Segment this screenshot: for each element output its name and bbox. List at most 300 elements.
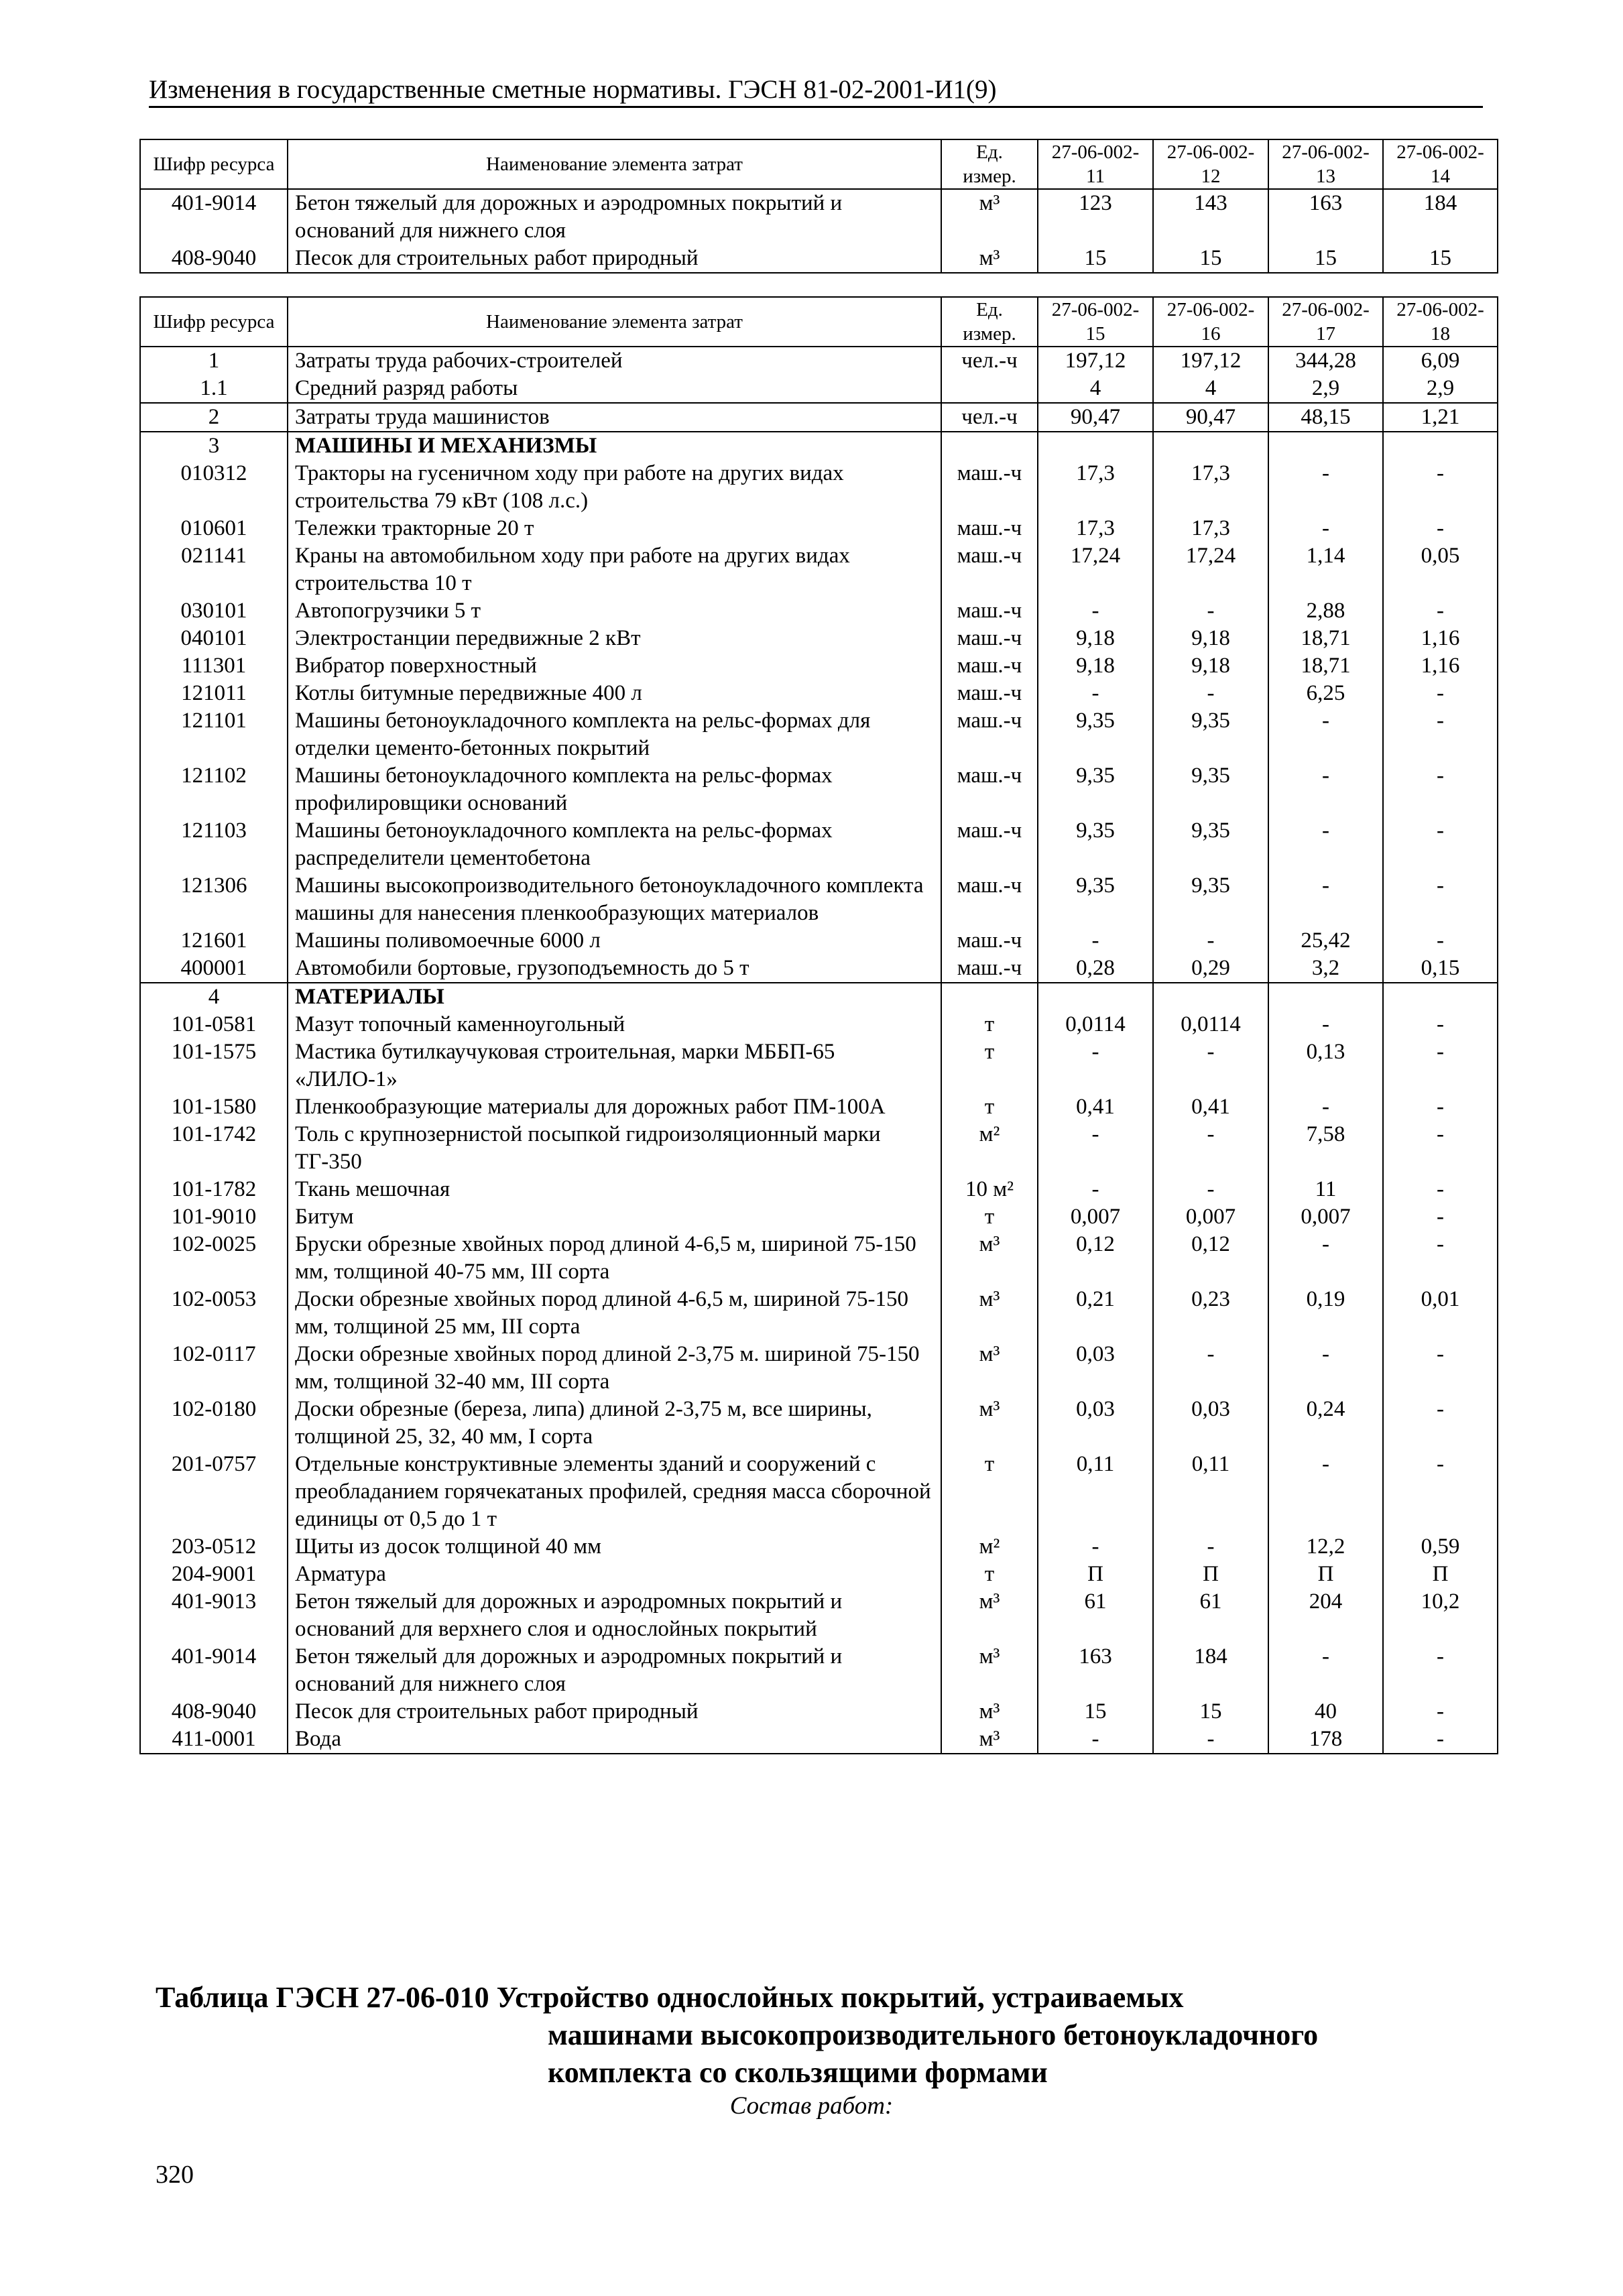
resource-code: 3 [140,432,288,460]
resource-code: 101-1575 [140,1038,288,1093]
resource-code: 030101 [140,597,288,625]
value-cell: 4 [1153,375,1268,403]
resource-code: 121102 [140,762,288,817]
table-row [140,1643,1498,1698]
resource-code: 102-0025 [140,1231,288,1286]
value-cell: - [1268,1643,1383,1698]
resource-name: Вода [288,1726,941,1754]
resource-name: Средний разряд работы [288,375,941,403]
resource-name: Бетон тяжелый для дорожных и аэродромных покрытий и оснований для нижнего слоя [288,1643,941,1698]
resource-name: Автомобили бортовые, грузоподъемность до 5 т [288,955,941,983]
value-cell: 7,58 [1268,1121,1383,1176]
value-cell: - [1383,1698,1498,1726]
unit-cell: чел.-ч [941,403,1038,432]
table-row [140,403,1498,432]
resource-code: 102-0180 [140,1396,288,1451]
resource-name: Машины высокопроизводительного бетоноукладочного комплекта машины для нанесения пленкообразующих материалов [288,872,941,927]
value-cell: 0,03 [1153,1396,1268,1451]
value-cell: - [1153,597,1268,625]
value-cell: 143 [1153,189,1268,245]
caption-line-1: Таблица ГЭСН 27-06-010 Устройство однослойных покрытий, устраиваемых [156,1981,1184,2014]
value-cell: 178 [1268,1726,1383,1754]
value-cell: 9,18 [1038,625,1153,652]
resource-code: 101-1782 [140,1176,288,1203]
value-cell: - [1383,1231,1498,1286]
running-header: Изменения в государственные сметные нормативы. ГЭСН 81-02-2001-И1(9) [149,75,1483,108]
value-cell: 6,09 [1383,347,1498,375]
header-col-2: 27-06-002-12 [1153,139,1268,189]
value-cell: 9,35 [1153,707,1268,762]
value-cell: - [1268,1451,1383,1533]
resource-code: 401-9013 [140,1588,288,1643]
resource-code: 401-9014 [140,1643,288,1698]
table-row [140,1231,1498,1286]
resource-code: 121601 [140,927,288,955]
resource-name: Машины поливомоечные 6000 л [288,927,941,955]
value-cell: 197,12 [1038,347,1153,375]
resource-code: 4 [140,983,288,1011]
value-cell: 9,35 [1153,872,1268,927]
value-cell: П [1038,1561,1153,1588]
value-cell [1038,432,1153,460]
value-cell: 1,14 [1268,542,1383,597]
value-cell: 204 [1268,1588,1383,1643]
resource-table-2 [139,296,1498,1754]
unit-cell: маш.-ч [941,955,1038,983]
value-cell: 0,0114 [1153,1011,1268,1038]
table-row [140,542,1498,597]
resource-name: Затраты труда машинистов [288,403,941,432]
value-cell: 0,12 [1153,1231,1268,1286]
table-row [140,347,1498,375]
value-cell: - [1383,1643,1498,1698]
value-cell: 0,11 [1038,1451,1153,1533]
value-cell: 0,05 [1383,542,1498,597]
value-cell: 184 [1383,189,1498,245]
table-row [140,245,1498,273]
resource-name: Мастика бутилкаучуковая строительная, марки МББП-65 «ЛИЛО-1» [288,1038,941,1093]
value-cell: - [1153,927,1268,955]
table-row [140,955,1498,983]
value-cell: - [1383,1121,1498,1176]
resource-name: МАТЕРИАЛЫ [288,983,941,1011]
unit-cell: м³ [941,1698,1038,1726]
resource-name: Арматура [288,1561,941,1588]
resource-table-1 [139,139,1498,274]
caption-line-3: комплекта со скользящими формами [548,2056,1048,2089]
value-cell: 15 [1383,245,1498,273]
unit-cell: т [941,1093,1038,1121]
header-col-3: 27-06-002-17 [1268,297,1383,347]
table-row [140,1038,1498,1093]
header-name: Наименование элемента затрат [288,139,941,189]
unit-cell: чел.-ч [941,347,1038,375]
unit-cell: маш.-ч [941,762,1038,817]
value-cell [1153,432,1268,460]
value-cell: 15 [1268,245,1383,273]
unit-cell: м³ [941,1726,1038,1754]
value-cell: 48,15 [1268,403,1383,432]
value-cell: 0,41 [1038,1093,1153,1121]
resource-code: 1 [140,347,288,375]
value-cell [1268,432,1383,460]
value-cell: - [1038,1533,1153,1561]
table-row [140,1698,1498,1726]
value-cell: 9,18 [1153,652,1268,680]
unit-cell: м² [941,1533,1038,1561]
unit-cell: маш.-ч [941,707,1038,762]
table-row [140,1203,1498,1231]
unit-cell: 10 м² [941,1176,1038,1203]
value-cell: - [1038,1726,1153,1754]
value-cell: П [1383,1561,1498,1588]
resource-code: 101-1742 [140,1121,288,1176]
value-cell: - [1153,1341,1268,1396]
resource-code: 121011 [140,680,288,707]
value-cell: 0,29 [1153,955,1268,983]
table-row [140,375,1498,403]
value-cell: - [1153,1038,1268,1093]
value-cell: 9,35 [1153,817,1268,872]
header-col-2: 27-06-002-16 [1153,297,1268,347]
unit-cell: маш.-ч [941,515,1038,542]
unit-cell: м³ [941,1231,1038,1286]
resource-code: 121103 [140,817,288,872]
value-cell: 197,12 [1153,347,1268,375]
value-cell: 17,3 [1153,515,1268,542]
unit-cell: м³ [941,189,1038,245]
table-row [140,872,1498,927]
value-cell: - [1153,680,1268,707]
value-cell: 25,42 [1268,927,1383,955]
unit-cell: маш.-ч [941,927,1038,955]
resource-name: Доски обрезные хвойных пород длиной 2-3,75 м. шириной 75-150 мм, толщиной 32-40 мм, III сорта [288,1341,941,1396]
value-cell: 40 [1268,1698,1383,1726]
value-cell: - [1383,927,1498,955]
value-cell [1038,983,1153,1011]
value-cell: - [1383,515,1498,542]
value-cell: 0,12 [1038,1231,1153,1286]
resource-code: 2 [140,403,288,432]
value-cell: 0,21 [1038,1286,1153,1341]
resource-name: Автопогрузчики 5 т [288,597,941,625]
table-row [140,762,1498,817]
unit-cell [941,375,1038,403]
value-cell: 9,35 [1038,872,1153,927]
value-cell: - [1383,1396,1498,1451]
resource-name: Битум [288,1203,941,1231]
value-cell: - [1038,1038,1153,1093]
header-unit: Ед. измер. [941,139,1038,189]
value-cell: - [1268,1231,1383,1286]
value-cell: 0,59 [1383,1533,1498,1561]
resource-code: 021141 [140,542,288,597]
resource-name: МАШИНЫ И МЕХАНИЗМЫ [288,432,941,460]
value-cell: - [1038,680,1153,707]
value-cell: - [1153,1533,1268,1561]
value-cell: 2,9 [1383,375,1498,403]
resource-code: 101-0581 [140,1011,288,1038]
table-row [140,625,1498,652]
value-cell: - [1383,1451,1498,1533]
table-row [140,680,1498,707]
resource-code: 101-1580 [140,1093,288,1121]
value-cell: 163 [1268,189,1383,245]
resource-name: Электростанции передвижные 2 кВт [288,625,941,652]
resource-code: 204-9001 [140,1561,288,1588]
resource-code: 102-0117 [140,1341,288,1396]
resource-code: 201-0757 [140,1451,288,1533]
unit-cell: т [941,1203,1038,1231]
header-col-1: 27-06-002-11 [1038,139,1153,189]
table-row [140,1588,1498,1643]
value-cell: 6,25 [1268,680,1383,707]
table-caption [156,1979,1496,2092]
unit-cell: маш.-ч [941,597,1038,625]
value-cell: 0,03 [1038,1396,1153,1451]
resource-code: 040101 [140,625,288,652]
value-cell: 0,23 [1153,1286,1268,1341]
unit-cell: маш.-ч [941,460,1038,515]
table-row [140,927,1498,955]
value-cell: 15 [1153,1698,1268,1726]
value-cell: 184 [1153,1643,1268,1698]
resource-code: 102-0053 [140,1286,288,1341]
value-cell: 0,01 [1383,1286,1498,1341]
value-cell: 1,16 [1383,652,1498,680]
table-row [140,597,1498,625]
resource-code: 401-9014 [140,189,288,245]
value-cell: 1,21 [1383,403,1498,432]
value-cell: - [1268,1341,1383,1396]
resource-code: 411-0001 [140,1726,288,1754]
value-cell: 18,71 [1268,652,1383,680]
value-cell: 0,007 [1268,1203,1383,1231]
resource-name: Толь с крупнозернистой посыпкой гидроизоляционный марки ТГ-350 [288,1121,941,1176]
header-name: Наименование элемента затрат [288,297,941,347]
value-cell: 163 [1038,1643,1153,1698]
section-row [140,983,1498,1011]
value-cell: - [1268,460,1383,515]
value-cell: - [1268,1093,1383,1121]
resource-name: Машины бетоноукладочного комплекта на рельс-формах профилировщики оснований [288,762,941,817]
table-row [140,817,1498,872]
value-cell [1383,983,1498,1011]
header-col-4: 27-06-002-18 [1383,297,1498,347]
value-cell: - [1268,872,1383,927]
value-cell: - [1153,1176,1268,1203]
value-cell: 0,11 [1153,1451,1268,1533]
value-cell: 15 [1153,245,1268,273]
unit-cell: маш.-ч [941,872,1038,927]
value-cell: 9,18 [1038,652,1153,680]
value-cell: - [1268,515,1383,542]
resource-name: Бруски обрезные хвойных пород длиной 4-6,5 м, шириной 75-150 мм, толщиной 40-75 мм, III сорта [288,1231,941,1286]
value-cell: 0,007 [1153,1203,1268,1231]
value-cell: 2,9 [1268,375,1383,403]
value-cell: 17,24 [1038,542,1153,597]
resource-name: Мазут топочный каменноугольный [288,1011,941,1038]
table-row [140,1726,1498,1754]
value-cell: 344,28 [1268,347,1383,375]
resource-code: 121306 [140,872,288,927]
value-cell: - [1383,817,1498,872]
value-cell: 18,71 [1268,625,1383,652]
resource-name: Щиты из досок толщиной 40 мм [288,1533,941,1561]
unit-cell: м³ [941,1341,1038,1396]
table-row [140,515,1498,542]
resource-name: Доски обрезные хвойных пород длиной 4-6,5 м, шириной 75-150 мм, толщиной 25 мм, III сорта [288,1286,941,1341]
value-cell: 17,3 [1038,460,1153,515]
table-row [140,1176,1498,1203]
value-cell: 17,3 [1038,515,1153,542]
value-cell: 15 [1038,245,1153,273]
resource-code: 010312 [140,460,288,515]
resource-name: Тележки тракторные 20 т [288,515,941,542]
unit-cell: маш.-ч [941,652,1038,680]
resource-name: Затраты труда рабочих-строителей [288,347,941,375]
value-cell: 1,16 [1383,625,1498,652]
value-cell: 15 [1038,1698,1153,1726]
value-cell: П [1268,1561,1383,1588]
value-cell: 0,24 [1268,1396,1383,1451]
resource-code: 408-9040 [140,1698,288,1726]
value-cell: - [1268,817,1383,872]
resource-code: 203-0512 [140,1533,288,1561]
value-cell: 0,28 [1038,955,1153,983]
header-col-1: 27-06-002-15 [1038,297,1153,347]
resource-name: Ткань мешочная [288,1176,941,1203]
value-cell: - [1383,597,1498,625]
table-row [140,1011,1498,1038]
value-cell: 10,2 [1383,1588,1498,1643]
value-cell: - [1383,872,1498,927]
work-composition-subtitle: Состав работ: [729,2092,894,2120]
unit-cell: м² [941,1121,1038,1176]
value-cell: 61 [1153,1588,1268,1643]
value-cell: - [1383,680,1498,707]
value-cell: - [1268,1011,1383,1038]
value-cell: - [1268,707,1383,762]
value-cell: - [1383,707,1498,762]
resource-code: 111301 [140,652,288,680]
unit-cell: маш.-ч [941,680,1038,707]
unit-cell: м³ [941,245,1038,273]
unit-cell: т [941,1011,1038,1038]
table-row [140,1341,1498,1396]
value-cell: - [1383,1203,1498,1231]
table-row [140,189,1498,245]
unit-cell: м³ [941,1286,1038,1341]
value-cell: 123 [1038,189,1153,245]
resource-name: Отдельные конструктивные элементы зданий и сооружений с преобладанием горячекатаных профилей, средняя масса сборочной единицы от 0,5 до 1 т [288,1451,941,1533]
value-cell: 9,35 [1038,707,1153,762]
resource-name: Вибратор поверхностный [288,652,941,680]
table-row [140,707,1498,762]
value-cell: 0,03 [1038,1341,1153,1396]
resource-name: Доски обрезные (береза, липа) длиной 2-3,75 м, все ширины, толщиной 25, 32, 40 мм, I сорта [288,1396,941,1451]
caption-line-2: машинами высокопроизводительного бетоноукладочного [548,2018,1319,2051]
table-row [140,1093,1498,1121]
value-cell: - [1383,1726,1498,1754]
value-cell [1153,983,1268,1011]
value-cell: 90,47 [1153,403,1268,432]
value-cell: 9,18 [1153,625,1268,652]
value-cell: 90,47 [1038,403,1153,432]
resource-code: 408-9040 [140,245,288,273]
resource-name: Котлы битумные передвижные 400 л [288,680,941,707]
value-cell: - [1038,597,1153,625]
unit-cell [941,432,1038,460]
unit-cell: т [941,1561,1038,1588]
resource-name: Машины бетоноукладочного комплекта на рельс-формах для отделки цементо-бетонных покрытий [288,707,941,762]
resource-name: Бетон тяжелый для дорожных и аэродромных покрытий и оснований для верхнего слоя и однослойных покрытий [288,1588,941,1643]
table-row [140,1533,1498,1561]
value-cell: 0,19 [1268,1286,1383,1341]
unit-cell: т [941,1038,1038,1093]
header-code: Шифр ресурса [140,297,288,347]
value-cell: - [1153,1121,1268,1176]
unit-cell: м³ [941,1396,1038,1451]
value-cell: 12,2 [1268,1533,1383,1561]
resource-name: Песок для строительных работ природный [288,245,941,273]
value-cell: 61 [1038,1588,1153,1643]
value-cell: - [1383,1341,1498,1396]
table-row [140,1396,1498,1451]
value-cell: - [1268,762,1383,817]
resource-code: 400001 [140,955,288,983]
value-cell: 0,007 [1038,1203,1153,1231]
table-row [140,1451,1498,1533]
value-cell: - [1383,1011,1498,1038]
value-cell: 3,2 [1268,955,1383,983]
resource-name: Тракторы на гусеничном ходу при работе на других видах строительства 79 кВт (108 л.с.) [288,460,941,515]
resource-name: Бетон тяжелый для дорожных и аэродромных покрытий и оснований для нижнего слоя [288,189,941,245]
header-col-3: 27-06-002-13 [1268,139,1383,189]
value-cell: П [1153,1561,1268,1588]
resource-name: Пленкообразующие материалы для дорожных работ ПМ-100А [288,1093,941,1121]
unit-cell: м³ [941,1588,1038,1643]
value-cell: - [1383,1093,1498,1121]
value-cell: - [1038,927,1153,955]
resource-code: 010601 [140,515,288,542]
value-cell [1268,983,1383,1011]
unit-cell: маш.-ч [941,625,1038,652]
header-code: Шифр ресурса [140,139,288,189]
value-cell [1383,432,1498,460]
value-cell: 0,15 [1383,955,1498,983]
value-cell: 9,35 [1038,817,1153,872]
value-cell: 2,88 [1268,597,1383,625]
unit-cell [941,983,1038,1011]
table-row [140,652,1498,680]
value-cell: 4 [1038,375,1153,403]
value-cell: - [1383,1038,1498,1093]
unit-cell: м³ [941,1643,1038,1698]
table-row [140,1121,1498,1176]
value-cell: - [1383,460,1498,515]
value-cell: - [1383,762,1498,817]
unit-cell: маш.-ч [941,817,1038,872]
value-cell: - [1383,1176,1498,1203]
header-col-4: 27-06-002-14 [1383,139,1498,189]
value-cell: 17,3 [1153,460,1268,515]
value-cell: 0,0114 [1038,1011,1153,1038]
unit-cell: т [941,1451,1038,1533]
value-cell: 9,35 [1153,762,1268,817]
resource-name: Песок для строительных работ природный [288,1698,941,1726]
resource-name: Краны на автомобильном ходу при работе на других видах строительства 10 т [288,542,941,597]
